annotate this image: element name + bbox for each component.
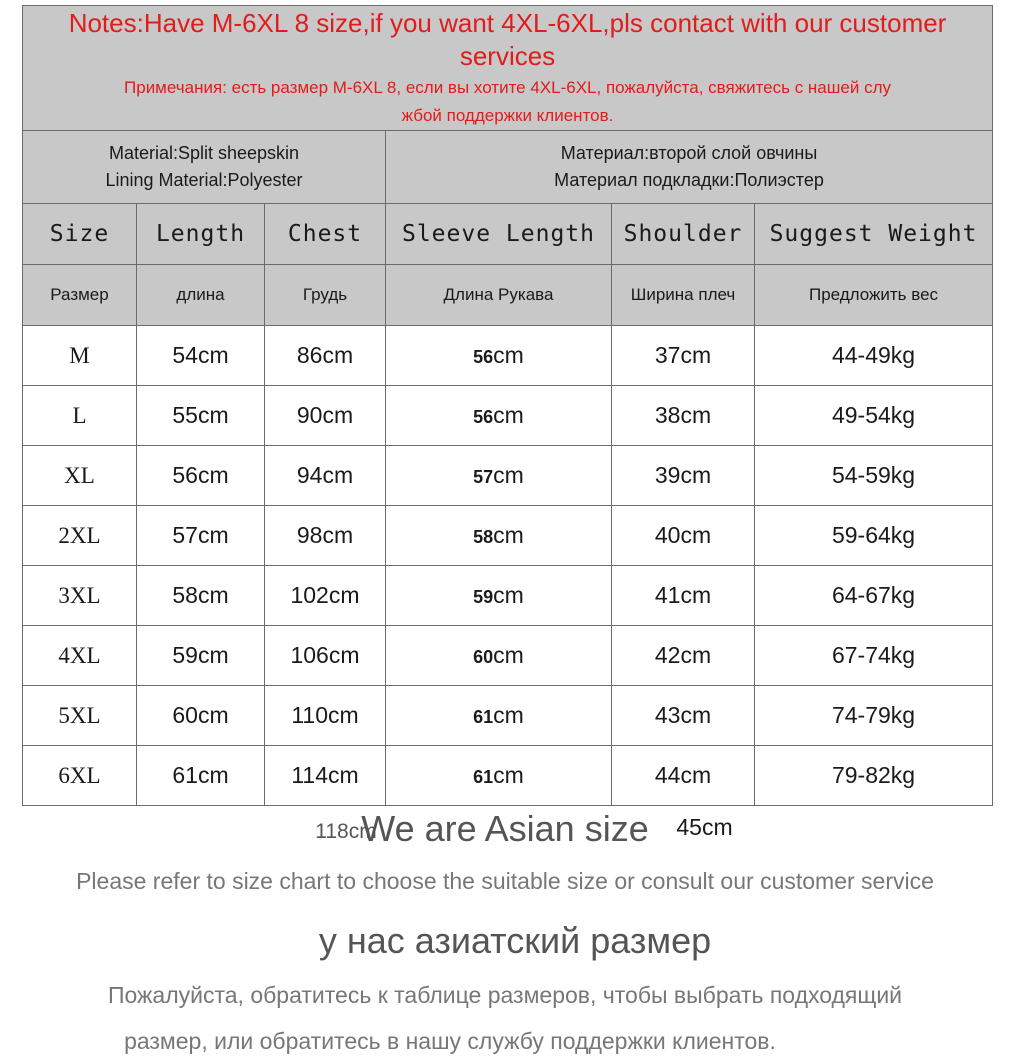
extra-shoulder-value: 45cm	[676, 814, 733, 840]
size-cell: L	[23, 386, 137, 446]
weight-cell: 79-82kg	[755, 746, 993, 806]
material-en-line1: Material:Split sheepskin	[108, 143, 300, 163]
material-row	[23, 131, 993, 204]
sleeve-unit: cm	[493, 402, 524, 428]
header-ru-shoulder: Ширина плеч	[612, 265, 755, 326]
header-ru-chest: Грудь	[265, 265, 386, 326]
header-length: Length	[137, 204, 265, 265]
shoulder-cell: 40cm	[612, 506, 755, 566]
notes-row	[23, 6, 993, 131]
notes-cell	[23, 6, 993, 131]
notes-en-line1: Notes:Have M-6XL 8 size,if you want 4XL-6XL,pls contact with our customer	[68, 8, 947, 38]
table-row	[23, 746, 993, 806]
sleeve-value: 56	[473, 407, 494, 427]
table-row	[23, 386, 993, 446]
shoulder-cell: 38cm	[612, 386, 755, 446]
header-suggest-weight: Suggest Weight	[755, 204, 993, 265]
chest-cell: 106cm	[265, 626, 386, 686]
sleeve-unit: cm	[493, 702, 524, 728]
table-row	[23, 566, 993, 626]
weight-cell: 54-59kg	[755, 446, 993, 506]
shoulder-cell: 44cm	[612, 746, 755, 806]
header-chest: Chest	[265, 204, 386, 265]
sleeve-cell	[386, 326, 612, 386]
length-cell: 55cm	[137, 386, 265, 446]
table-row	[23, 506, 993, 566]
refer-note-ru-line2: размер, или обратитесь в нашу службу поддержки клиентов.	[124, 1028, 776, 1054]
shoulder-cell: 39cm	[612, 446, 755, 506]
size-cell: XL	[23, 446, 137, 506]
header-row-en	[23, 204, 993, 265]
material-en-line2: Lining Material:Polyester	[105, 170, 303, 190]
weight-cell: 74-79kg	[755, 686, 993, 746]
header-shoulder: Shoulder	[612, 204, 755, 265]
table-row	[23, 446, 993, 506]
header-ru-size: Размер	[23, 265, 137, 326]
sleeve-value: 60	[473, 647, 494, 667]
header-sleeve-length: Sleeve Length	[386, 204, 612, 265]
sleeve-unit: cm	[493, 642, 524, 668]
notes-ru-line2: жбой поддержки клиентов.	[401, 106, 614, 125]
asian-size-heading-en: We are Asian size	[361, 808, 649, 849]
shoulder-cell: 41cm	[612, 566, 755, 626]
shoulder-cell: 42cm	[612, 626, 755, 686]
sleeve-unit: cm	[493, 522, 524, 548]
sleeve-value: 56	[473, 347, 494, 367]
length-cell: 56cm	[137, 446, 265, 506]
sleeve-unit: cm	[493, 762, 524, 788]
sleeve-value: 61	[473, 707, 494, 727]
length-cell: 58cm	[137, 566, 265, 626]
chest-cell: 90cm	[265, 386, 386, 446]
header-ru-length: длина	[137, 265, 265, 326]
size-cell: 2XL	[23, 506, 137, 566]
length-cell: 60cm	[137, 686, 265, 746]
table-row	[23, 686, 993, 746]
weight-cell: 49-54kg	[755, 386, 993, 446]
notes-en-line2: services	[459, 41, 556, 71]
refer-note-ru-line1: Пожалуйста, обратитесь к таблице размеров, чтобы выбрать подходящий	[107, 982, 903, 1008]
table-row	[23, 326, 993, 386]
chest-cell: 110cm	[265, 686, 386, 746]
material-en-cell	[23, 131, 386, 204]
chest-cell: 102cm	[265, 566, 386, 626]
chest-cell: 114cm	[265, 746, 386, 806]
material-ru-cell	[386, 131, 993, 204]
sleeve-cell	[386, 626, 612, 686]
length-cell: 59cm	[137, 626, 265, 686]
length-cell: 54cm	[137, 326, 265, 386]
header-ru-sleeve-length: Длина Рукава	[386, 265, 612, 326]
refer-note-en: Please refer to size chart to choose the suitable size or consult our customer service	[76, 868, 934, 894]
weight-cell: 67-74kg	[755, 626, 993, 686]
size-cell: 6XL	[23, 746, 137, 806]
sleeve-value: 59	[473, 587, 494, 607]
table-row	[23, 626, 993, 686]
sleeve-cell	[386, 386, 612, 446]
sleeve-cell	[386, 506, 612, 566]
size-cell: 3XL	[23, 566, 137, 626]
material-ru-line2: Материал подкладки:Полиэстер	[554, 170, 824, 190]
shoulder-cell: 43cm	[612, 686, 755, 746]
weight-cell: 44-49kg	[755, 326, 993, 386]
chest-cell: 86cm	[265, 326, 386, 386]
size-cell: 5XL	[23, 686, 137, 746]
sleeve-unit: cm	[493, 342, 524, 368]
chest-cell: 98cm	[265, 506, 386, 566]
sleeve-cell	[386, 686, 612, 746]
weight-cell: 64-67kg	[755, 566, 993, 626]
sleeve-value: 57	[473, 467, 494, 487]
size-cell: M	[23, 326, 137, 386]
sleeve-value: 58	[473, 527, 494, 547]
sleeve-cell	[386, 566, 612, 626]
sleeve-unit: cm	[493, 462, 524, 488]
length-cell: 57cm	[137, 506, 265, 566]
size-cell: 4XL	[23, 626, 137, 686]
asian-size-heading-ru: у нас азиатский размер	[318, 920, 712, 961]
sleeve-value: 61	[473, 767, 494, 787]
sleeve-unit: cm	[493, 582, 524, 608]
size-chart-table	[22, 5, 993, 806]
sleeve-cell	[386, 446, 612, 506]
length-cell: 61cm	[137, 746, 265, 806]
header-size: Size	[23, 204, 137, 265]
extra-chest-value: 118cm	[315, 820, 377, 843]
shoulder-cell: 37cm	[612, 326, 755, 386]
weight-cell: 59-64kg	[755, 506, 993, 566]
material-ru-line1: Материал:второй слой овчины	[560, 143, 818, 163]
header-ru-suggest-weight: Предложить вес	[755, 265, 993, 326]
header-row-ru	[23, 265, 993, 326]
sleeve-cell	[386, 746, 612, 806]
notes-ru-line1: Примечания: есть размер M-6XL 8, если вы хотите 4XL-6XL, пожалуйста, свяжитесь с нашей слу	[124, 78, 891, 97]
chest-cell: 94cm	[265, 446, 386, 506]
